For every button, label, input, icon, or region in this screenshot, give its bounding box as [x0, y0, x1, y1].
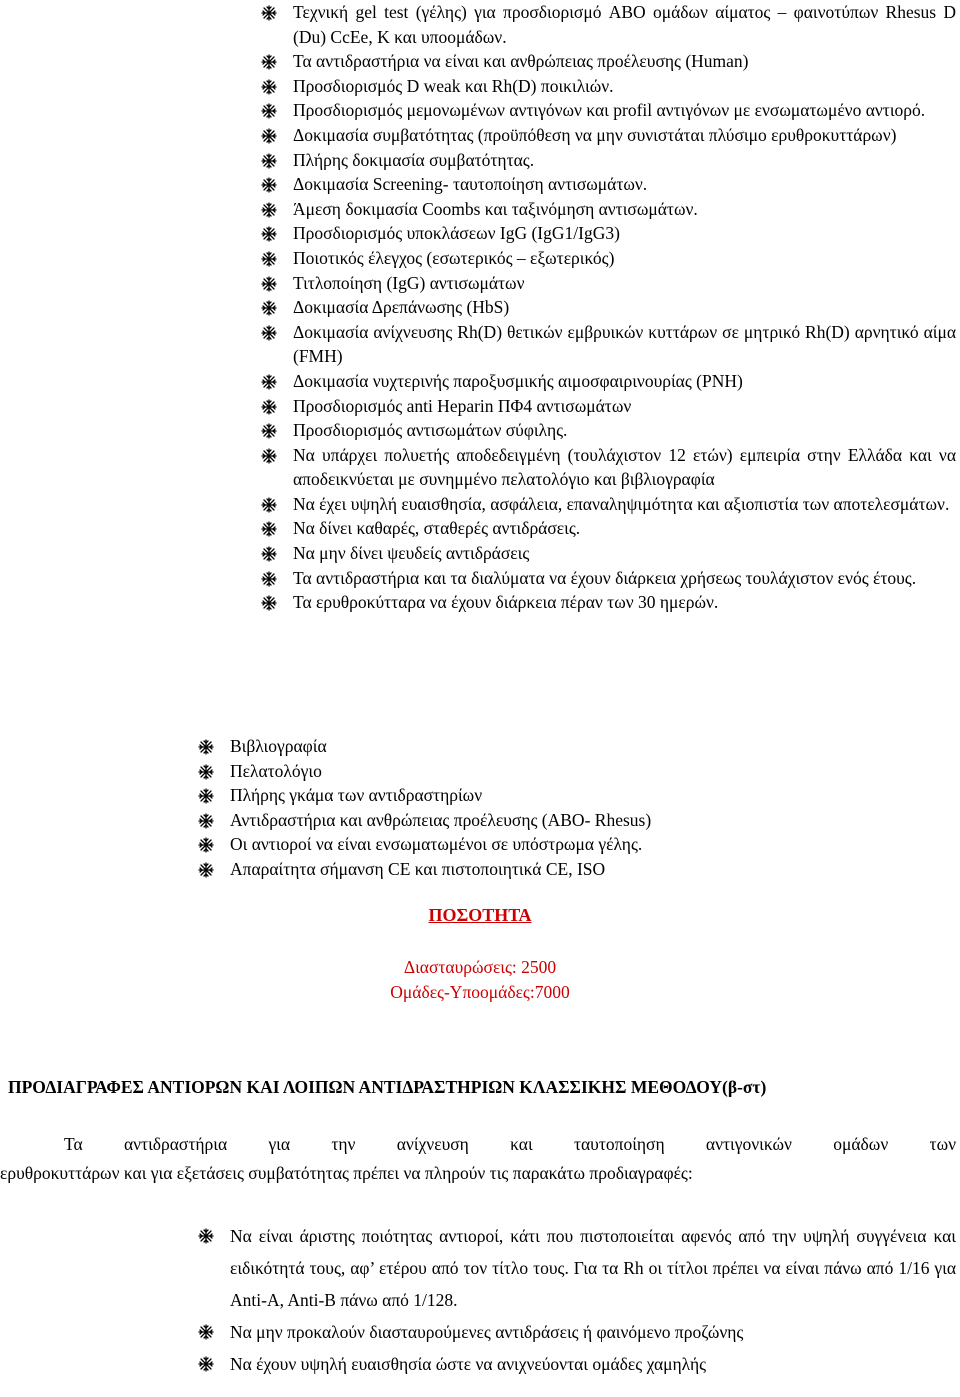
list-item-text: Δοκιμασία συμβατότητας (προϋπόθεση να μην συνιστάται πλύσιμο ερυθροκυττάρων): [293, 124, 897, 145]
list-item: [230, 1348, 956, 1380]
spec-heading: ΠΡΟΔΙΑΓΡΑΦΕΣ ΑΝΤΙΟΡΩΝ ΚΑΙ ΛΟΙΠΩΝ ΑΝΤΙΔΡΑΣΤΗΡΙΩΝ ΚΛΑΣΣΙΚΗΣ ΜΕΘΟΔΟΥ(β-στ): [8, 1077, 767, 1097]
list-item: [230, 857, 956, 882]
list-item: [293, 418, 956, 443]
list-item-text: Τα ερυθροκύτταρα να έχουν διάρκεια πέραν των 30 ημερών.: [293, 592, 719, 613]
list-item-text: Να μην δίνει ψευδείς αντιδράσεις: [293, 543, 530, 564]
list-item-text: Βιβλιογραφία: [230, 736, 327, 756]
list-item: [293, 320, 956, 369]
snowflake-bullet-icon: [261, 79, 277, 95]
snowflake-bullet-icon: [198, 837, 214, 853]
list-item: [293, 98, 956, 123]
snowflake-bullet-icon: [261, 423, 277, 439]
list-item: [293, 221, 956, 246]
list-item-text: Δοκιμασία Screening- ταυτοποίηση αντισωμάτων.: [293, 174, 648, 195]
list-item: [293, 394, 956, 419]
list-item-text: Τα αντιδραστήρια και τα διαλύματα να έχουν διάρκεια χρήσεως τουλάχιστον ενός έτους.: [293, 567, 917, 588]
list-item-text: Να δίνει καθαρές, σταθερές αντιδράσεις.: [293, 518, 581, 539]
list-item: [230, 1316, 956, 1348]
list-item: [293, 369, 956, 394]
list-item: [293, 49, 956, 74]
snowflake-bullet-icon: [198, 739, 214, 755]
list-item-text: Πλήρης δοκιμασία συμβατότητας.: [293, 149, 535, 170]
snowflake-bullet-icon: [198, 764, 214, 780]
list-item: [230, 783, 956, 808]
list-item-text: Προσδιορισμός αντισωμάτων σύφιλης.: [293, 420, 568, 441]
snowflake-bullet-icon: [261, 448, 277, 464]
snowflake-bullet-icon: [261, 5, 277, 21]
list-item-text: Οι αντιοροί να είναι ενσωματωμένοι σε υπόστρωμα γέλης.: [230, 834, 643, 855]
snowflake-bullet-icon: [198, 1356, 214, 1372]
snowflake-bullet-icon: [261, 153, 277, 169]
list-item-text: Προσδιορισμός μεμονωμένων αντιγόνων και profil αντιγόνων με ενσωματωμένο αντιορό.: [293, 100, 926, 121]
snowflake-bullet-icon: [261, 521, 277, 537]
snowflake-bullet-icon: [261, 595, 277, 611]
intro-line-1: Τα αντιδραστήρια για την ανίχνευση και ταυτοποίηση αντιγονικών ομάδων των: [64, 1134, 956, 1154]
list-item-text: Τα αντιδραστήρια να είναι και ανθρώπειας προέλευσης (Human): [293, 51, 749, 72]
snowflake-bullet-icon: [261, 251, 277, 267]
list-item: [293, 246, 956, 271]
snowflake-bullet-icon: [261, 103, 277, 119]
list-item: [230, 734, 956, 759]
list-item-text: Άμεση δοκιμασία Coombs και ταξινόμηση αντισωμάτων.: [293, 198, 698, 219]
list-item: [293, 295, 956, 320]
snowflake-bullet-icon: [261, 546, 277, 562]
list-item: [230, 1220, 956, 1316]
list-item-text: Τιτλοποίηση (IgG) αντισωμάτων: [293, 272, 525, 293]
intro-paragraph: [0, 1130, 956, 1188]
snowflake-bullet-icon: [261, 54, 277, 70]
snowflake-bullet-icon: [198, 862, 214, 878]
requirements-list: [293, 0, 956, 615]
list-item-text: Πλήρης γκάμα των αντιδραστηρίων: [230, 785, 483, 806]
list-item: [293, 148, 956, 173]
list-item: [293, 443, 956, 492]
list-item-text: Απαραίτητα σήμανση CE και πιστοποιητικά CE, ISO: [230, 858, 606, 879]
snowflake-bullet-icon: [198, 813, 214, 829]
snowflake-bullet-icon: [261, 300, 277, 316]
quantity-groups: Ομάδες-Υποομάδες:7000: [390, 982, 570, 1002]
list-item: [293, 172, 956, 197]
list-item: [230, 759, 956, 784]
snowflake-bullet-icon: [261, 374, 277, 390]
list-item-text: Προσδιορισμός υποκλάσεων IgG (IgG1/IgG3): [293, 223, 620, 244]
list-item-text: Δοκιμασία νυχτερινής παροξυσμικής αιμοσφαιρινουρίας (PNH): [293, 370, 743, 391]
list-item: [293, 271, 956, 296]
list-item: [293, 0, 956, 49]
list-item-text: Δοκιμασία ανίχνευσης Rh(D) θετικών εμβρυικών κυττάρων σε μητρικό Rh(D) αρνητικό αίμα (FMH): [293, 321, 956, 367]
list-item: [293, 516, 956, 541]
snowflake-bullet-icon: [261, 128, 277, 144]
snowflake-bullet-icon: [261, 177, 277, 193]
snowflake-bullet-icon: [261, 276, 277, 292]
list-item: [293, 123, 956, 148]
intro-line-2: ερυθροκυττάρων και για εξετάσεις συμβατότητας πρέπει να πληρούν τις παρακάτω προδιαγραφές:: [0, 1163, 693, 1183]
documents-list: [230, 734, 956, 882]
snowflake-bullet-icon: [198, 1324, 214, 1340]
snowflake-bullet-icon: [198, 788, 214, 804]
snowflake-bullet-icon: [261, 399, 277, 415]
list-item-text: Να υπάρχει πολυετής αποδεδειγμένη (τουλάχιστον 12 ετών) εμπειρία στην Ελλάδα και να αποδεικνύεται με συνημμένο πελατολόγιο και βιβλιογραφία: [293, 444, 956, 490]
list-item: [293, 541, 956, 566]
list-item-text: Να μην προκαλούν διασταυρούμενες αντιδράσεις ή φαινόμενο προζώνης: [230, 1322, 744, 1342]
antisera-spec-list: [230, 1220, 956, 1380]
list-item-text: Τεχνική gel test (γέλης) για προσδιορισμό ABO ομάδων αίματος – φαινοτύπων Rhesus D (Du) CcEe, K και υποομάδων.: [293, 2, 956, 47]
list-item-text: Να έχουν υψηλή ευαισθησία ώστε να ανιχνεύονται ομάδες χαμηλής: [230, 1354, 707, 1374]
list-item: [293, 74, 956, 99]
snowflake-bullet-icon: [261, 497, 277, 513]
list-item-text: Να έχει υψηλή ευαισθησία, ασφάλεια, επαναληψιμότητα και αξιοπιστία των αποτελεσμάτων.: [293, 493, 950, 514]
quantity-crosses: Διασταυρώσεις: 2500: [403, 957, 557, 977]
list-item: [230, 832, 956, 857]
list-item-text: Προσδιορισμός anti Heparin ΠΦ4 αντισωμάτων: [293, 395, 632, 416]
list-item-text: Ποιοτικός έλεγχος (εσωτερικός – εξωτερικός): [293, 247, 615, 268]
list-item-text: Αντιδραστήρια και ανθρώπειας προέλευσης (ABO- Rhesus): [230, 809, 652, 830]
list-item: [293, 590, 956, 615]
list-item: [293, 197, 956, 222]
snowflake-bullet-icon: [261, 571, 277, 587]
snowflake-bullet-icon: [261, 325, 277, 341]
list-item: [293, 566, 956, 591]
snowflake-bullet-icon: [261, 226, 277, 242]
list-item: [293, 492, 956, 517]
list-item-text: Προσδιορισμός D weak και Rh(D) ποικιλιών.: [293, 75, 614, 96]
list-item: [230, 808, 956, 833]
list-item-text: Πελατολόγιο: [230, 760, 322, 781]
snowflake-bullet-icon: [198, 1228, 214, 1244]
list-item-text: Δοκιμασία Δρεπάνωσης (HbS): [293, 297, 510, 318]
list-item-text: Να είναι άριστης ποιότητας αντιοροί, κάτι που πιστοποιείται αφενός από την υψηλή συγγένεια και ειδικότητά τους, αφ’ ετέρου από τον τίτλο τους. Για τα Rh οι τίτλοι πρέπει να είναι πάνω από 1/16 για Anti-A, Anti-B πάνω από 1/128.: [230, 1226, 956, 1310]
quantity-heading: ΠΟΣΟΤΗΤΑ: [428, 905, 532, 925]
snowflake-bullet-icon: [261, 202, 277, 218]
